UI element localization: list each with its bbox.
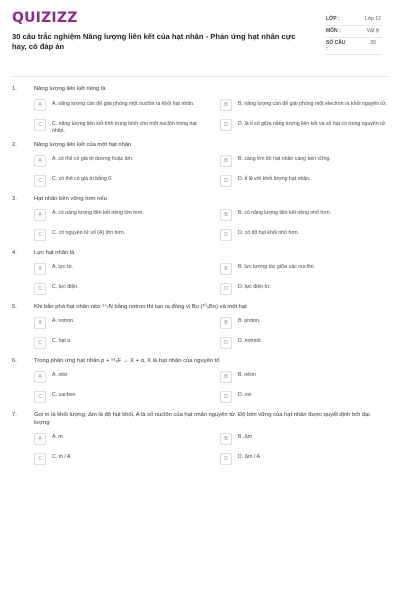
option-letter-box[interactable]: C <box>34 229 46 241</box>
option-text: B. Δm <box>238 434 253 440</box>
question-row <box>12 249 388 257</box>
option-letter-box[interactable]: A <box>34 433 46 445</box>
option-letter-box[interactable]: A <box>34 263 46 275</box>
question-row <box>12 141 388 149</box>
option-text: C. có nguyên tử số (A) lớn hơn. <box>52 230 126 236</box>
answer-option[interactable] <box>220 155 388 169</box>
option-letter-box[interactable]: C <box>34 283 46 295</box>
answer-option[interactable] <box>220 209 388 223</box>
question-number: 4. <box>12 249 17 256</box>
option-text: A. notron. <box>52 318 75 324</box>
option-text: C. m / A <box>52 454 71 460</box>
option-text: A. lực từ. <box>52 264 74 270</box>
option-letter-box[interactable]: A <box>34 209 46 221</box>
answer-option[interactable] <box>34 99 202 113</box>
question-item <box>12 85 388 135</box>
answer-option[interactable] <box>220 337 388 351</box>
question-text: Khi bắn phá hạt nhân nitơ ¹⁴₇N bằng notron thì tạo ra đồng vị Bo (¹⁰₅Bo) và một hạt <box>34 303 247 310</box>
question-item <box>12 303 388 351</box>
option-letter-box[interactable]: D <box>220 391 232 403</box>
option-text: D. tỉ lệ với khối lượng hạt nhân. <box>238 176 311 182</box>
option-letter-box[interactable]: A <box>34 99 46 111</box>
option-text: A. m <box>52 434 63 440</box>
option-letter-box[interactable]: C <box>34 175 46 187</box>
answer-option[interactable] <box>34 337 202 351</box>
answer-option[interactable] <box>220 99 388 113</box>
option-text: C. lực điện. <box>52 284 79 290</box>
answer-option[interactable] <box>220 175 388 189</box>
option-text: B. có năng lượng liên kết riêng nhỏ hơn. <box>238 210 332 216</box>
option-letter-box[interactable]: B <box>220 155 232 167</box>
option-letter-box[interactable]: B <box>220 263 232 275</box>
option-text: C. hạt α. <box>52 338 72 344</box>
question-number: 7. <box>12 411 17 418</box>
option-letter-box[interactable]: C <box>34 391 46 403</box>
option-text: C. năng lượng liên kết tính trung bình cho một nuclôn trong hạt nhân. <box>52 120 197 134</box>
question-text: Năng lượng liên kết riêng là <box>34 86 106 92</box>
answer-option[interactable] <box>34 119 202 135</box>
answer-option[interactable] <box>34 175 202 189</box>
question-text: Lực hạt nhân là <box>34 249 75 256</box>
question-list <box>12 85 388 467</box>
answer-option[interactable] <box>34 371 202 385</box>
option-text: B. năng lượng cần để giải phóng một electron ra khỏi nguyên tử. <box>238 100 387 107</box>
option-text: D. lực điện từ. <box>238 284 271 290</box>
option-letter-box[interactable]: B <box>220 371 232 383</box>
option-text: B. lực tương tác giữa các nuclôn. <box>238 264 315 270</box>
option-text: A. có thể có giá trị dương hoặc âm. <box>52 156 134 162</box>
option-text: A. nitơ <box>52 372 68 378</box>
meta-row-grade <box>326 14 382 26</box>
meta-value: 30 <box>370 40 376 46</box>
question-row <box>12 303 388 311</box>
answer-options <box>12 263 388 297</box>
option-text: C. cacbon <box>52 392 76 398</box>
meta-key: SỐ CÂU : <box>326 40 346 52</box>
option-letter-box[interactable]: D <box>220 229 232 241</box>
option-letter-box[interactable]: C <box>34 119 46 131</box>
answer-option[interactable] <box>34 155 202 169</box>
question-row <box>12 357 388 365</box>
option-letter-box[interactable]: D <box>220 175 232 187</box>
question-row <box>12 411 388 427</box>
answer-option[interactable] <box>220 263 388 277</box>
answer-option[interactable] <box>220 317 388 331</box>
option-letter-box[interactable]: D <box>220 337 232 349</box>
answer-options <box>12 433 388 467</box>
answer-option[interactable] <box>220 433 388 447</box>
question-text: Năng lượng liên kết của một hạt nhân <box>34 141 132 148</box>
meta-value: Vật lý <box>366 28 380 34</box>
question-row <box>12 195 388 203</box>
meta-row-count <box>326 38 382 55</box>
answer-options <box>12 209 388 243</box>
answer-option[interactable] <box>34 229 202 243</box>
option-text: B. càng lớn thì hạt nhân càng bền vững. <box>238 156 331 162</box>
option-text: C. có thể có giá trị bằng 0. <box>52 176 113 182</box>
answer-option[interactable] <box>220 229 388 243</box>
question-number: 6. <box>12 357 17 364</box>
answer-option[interactable] <box>220 391 388 405</box>
question-number: 5. <box>12 303 17 310</box>
question-number: 3. <box>12 195 17 202</box>
option-letter-box[interactable]: A <box>34 317 46 329</box>
option-letter-box[interactable]: D <box>220 119 232 131</box>
option-text: D. oxi <box>238 392 252 398</box>
worksheet-header <box>12 10 388 77</box>
page-title: 30 câu trắc nghiệm Năng lượng liên kết của hạt nhân - Phản ứng hạt nhân cực hay, có đáp án <box>12 32 296 51</box>
option-letter-box[interactable]: D <box>220 453 232 465</box>
question-text: Trong phản ứng hạt nhân p + ¹⁹₉F → X + α, X là hạt nhân của nguyên tố <box>34 357 220 364</box>
answer-option[interactable] <box>220 453 388 467</box>
answer-options <box>12 99 388 135</box>
question-item <box>12 357 388 405</box>
option-letter-box[interactable]: D <box>220 283 232 295</box>
meta-table <box>326 14 382 55</box>
option-text: B. nêon <box>238 372 256 378</box>
question-item <box>12 249 388 297</box>
option-text: D. Δm / A <box>238 454 260 460</box>
option-text: D. có độ hụt khối nhỏ hơn. <box>238 230 300 236</box>
meta-row-subject <box>326 26 382 38</box>
answer-options <box>12 317 388 351</box>
question-text: Hạt nhân bền vững hơn nếu <box>34 195 107 202</box>
option-letter-box[interactable]: A <box>34 155 46 167</box>
question-number: 1. <box>12 86 17 92</box>
option-letter-box[interactable]: B <box>220 317 232 329</box>
option-letter-box[interactable]: C <box>34 453 46 465</box>
answer-option[interactable] <box>34 391 202 405</box>
answer-option[interactable] <box>34 433 202 447</box>
answer-option[interactable] <box>220 119 388 135</box>
question-row <box>12 85 388 93</box>
question-text: Gọi m là khối lượng, Δm là độ hụt khối, A là số nuclôn của hạt nhân nguyên tử. Độ bền vững của hạt nhân được quyết định bởi đại lượng <box>34 411 370 426</box>
option-letter-box[interactable]: B <box>220 209 232 221</box>
answer-options <box>12 371 388 405</box>
option-letter-box[interactable]: C <box>34 337 46 349</box>
option-text: D. là tỉ số giữa năng lượng liên kết và số hạt có trong nguyên tử. <box>238 120 387 127</box>
question-item <box>12 195 388 243</box>
option-text: A. có năng lượng liên kết riêng lớn hơn. <box>52 210 144 216</box>
answer-option[interactable] <box>34 283 202 297</box>
option-letter-box[interactable]: A <box>34 371 46 383</box>
option-letter-box[interactable]: B <box>220 433 232 445</box>
question-item <box>12 141 388 189</box>
option-text: A. năng lượng cần để giải phóng một nuclôn ra khỏi hạt nhân. <box>52 100 195 107</box>
quizizz-logo: QUIZIZZ <box>12 10 78 26</box>
answer-option[interactable] <box>34 317 202 331</box>
option-letter-box[interactable]: B <box>220 99 232 111</box>
answer-option[interactable] <box>220 371 388 385</box>
option-text: D. notrinô. <box>238 338 262 344</box>
question-number: 2. <box>12 141 17 148</box>
answer-option[interactable] <box>34 453 202 467</box>
answer-option[interactable] <box>34 263 202 277</box>
meta-key: LỚP : <box>326 16 340 22</box>
answer-option[interactable] <box>220 283 388 297</box>
question-item <box>12 411 388 467</box>
answer-options <box>12 155 388 189</box>
option-text: B. proton. <box>238 318 261 324</box>
meta-value: Lớp 12 <box>365 16 381 22</box>
meta-key: MÔN : <box>326 28 341 34</box>
answer-option[interactable] <box>34 209 202 223</box>
